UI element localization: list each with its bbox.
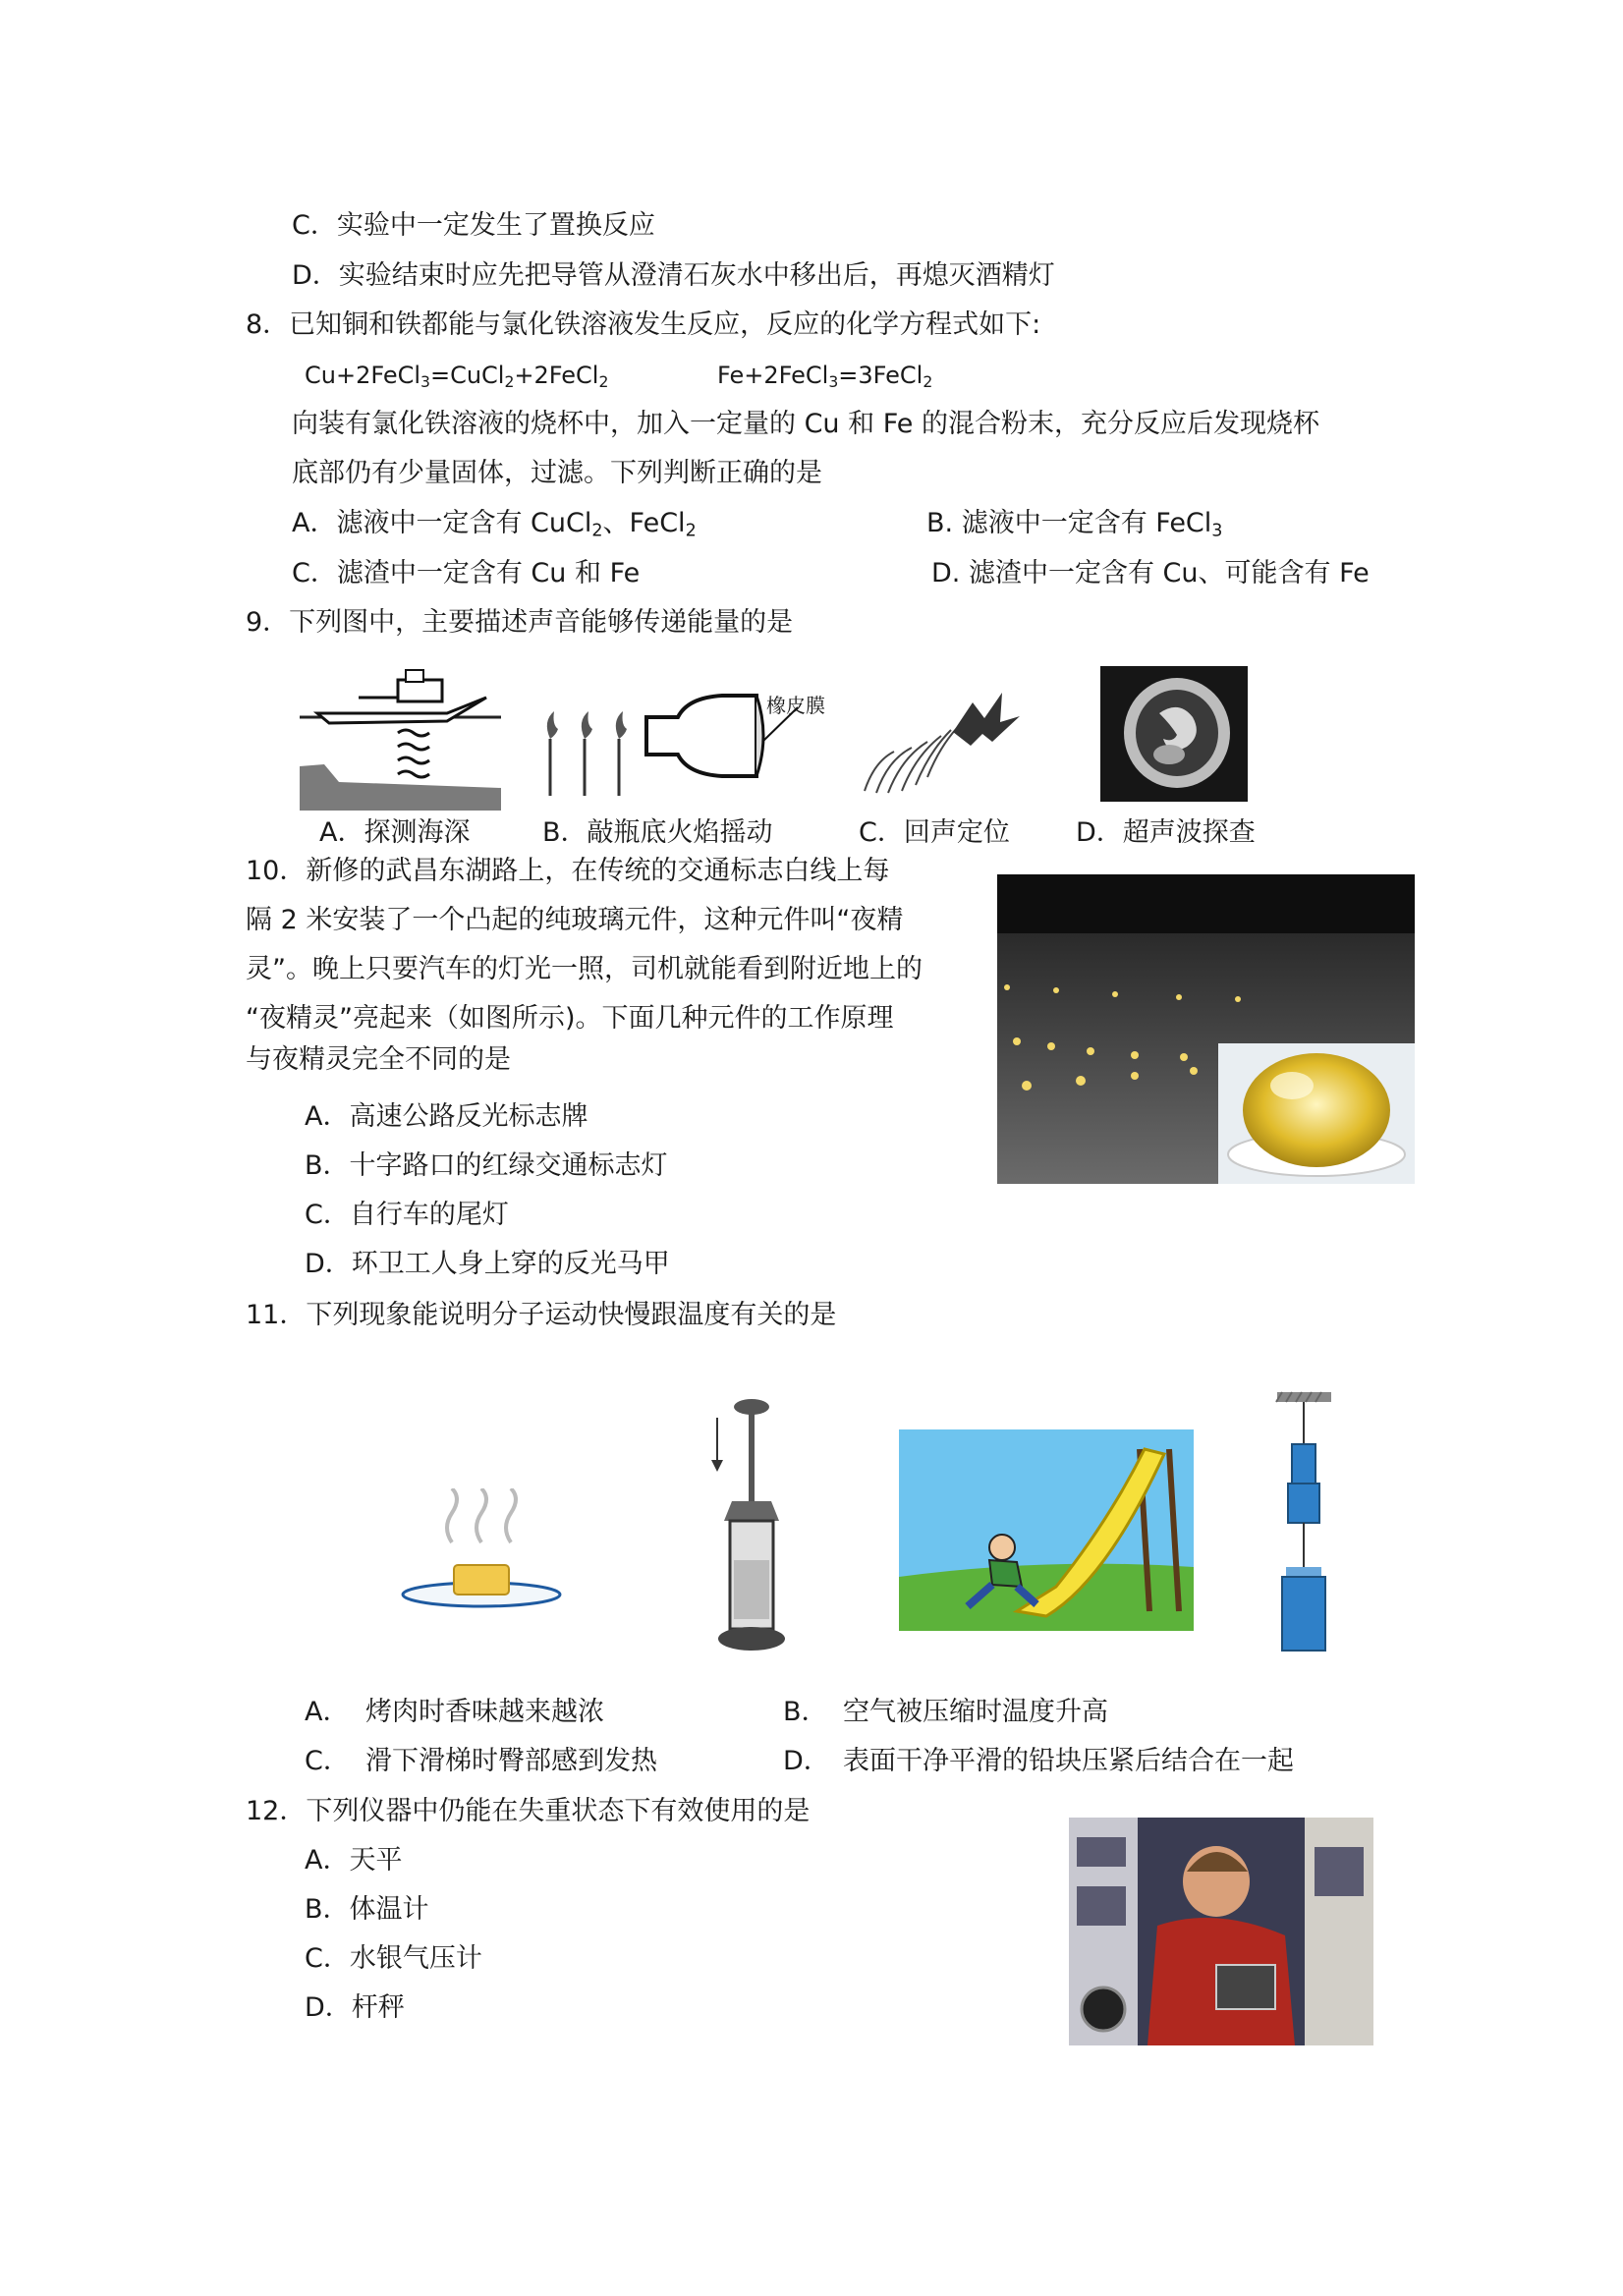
q9-stem: 9．下列图中，主要描述声音能够传递能量的是	[246, 607, 794, 638]
q8-option-b: B. 滤液中一定含有 FeCl$_3$	[926, 508, 1223, 541]
q12-option-b: B．体温计	[305, 1894, 429, 1925]
q11-option-a-label: A．	[305, 1697, 350, 1727]
q10-stem-line-3: 灵”。晚上只要汽车的灯光一照，司机就能看到附近地上的	[246, 954, 923, 984]
q7-option-d: D．实验结束时应先把导管从澄清石灰水中移出后，再熄灭酒精灯	[292, 260, 1055, 291]
q9-membrane-label: 橡皮膜	[766, 694, 825, 717]
q9-figure-a-boat-sonar	[300, 658, 501, 811]
q10-option-b: B．十字路口的红绿交通标志灯	[305, 1150, 668, 1181]
q8-body-line-3: 底部仍有少量固体，过滤。下列判断正确的是	[292, 458, 822, 488]
q11-option-b-label: B．	[783, 1697, 828, 1727]
q8-body-line-2: 向装有氯化铁溶液的烧杯中，加入一定量的 Cu 和 Fe 的混合粉末，充分反应后发现烧杯	[292, 409, 1319, 439]
q12-stem: 12．下列仪器中仍能在失重状态下有效使用的是	[246, 1796, 811, 1826]
q7-option-c: C．实验中一定发生了置换反应	[292, 210, 655, 241]
q11-option-d-label: D．	[783, 1746, 830, 1776]
q10-stem-line-5: 与夜精灵完全不同的是	[246, 1044, 511, 1075]
q9-caption-d: D．超声波探查	[1076, 817, 1256, 848]
q9-caption-c: C．回声定位	[859, 817, 1010, 848]
q10-stem-line-2: 隔 2 米安装了一个凸起的纯玻璃元件，这种元件叫“夜精	[246, 905, 904, 935]
q11-option-d: 表面干净平滑的铅块压紧后结合在一起	[843, 1746, 1294, 1776]
q9-figure-d-ultrasound	[1100, 666, 1248, 802]
q12-photo-astronaut	[1069, 1818, 1373, 2045]
q11-option-a: 烤肉时香味越来越浓	[365, 1697, 604, 1727]
q11-option-c-label: C．	[305, 1746, 350, 1776]
q9-caption-b: B．敲瓶底火焰摇动	[542, 817, 773, 848]
q10-option-c: C．自行车的尾灯	[305, 1200, 509, 1230]
q11-figure-a-grilling	[393, 1488, 570, 1626]
q10-option-d: D．环卫工人身上穿的反光马甲	[305, 1249, 670, 1279]
q11-stem: 11．下列现象能说明分子运动快慢跟温度有关的是	[246, 1300, 837, 1330]
q8-stem: 8．已知铜和铁都能与氯化铁溶液发生反应，反应的化学方程式如下:	[246, 309, 1041, 340]
q11-figure-d-lead-blocks	[1272, 1390, 1336, 1660]
q12-option-d: D．杆秤	[305, 1992, 405, 2023]
q8-option-a: A．滤液中一定含有 CuCl$_2$、FeCl$_2$	[292, 508, 697, 541]
q9-figure-b-bottle-candles	[531, 668, 825, 801]
q10-photo-night-road	[997, 874, 1415, 1184]
q8-option-c: C．滤渣中一定含有 Cu 和 Fe	[292, 558, 641, 588]
q12-option-c: C．水银气压计	[305, 1943, 482, 1974]
q8-option-d: D. 滤渣中一定含有 Cu、可能含有 Fe	[931, 558, 1370, 588]
q8-equation-1: Cu+2FeCl$_3$=CuCl$_2$+2FeCl$_2$	[305, 362, 609, 391]
q10-stem-line-4: “夜精灵”亮起来（如图所示)。下面几种元件的工作原理	[246, 1003, 894, 1034]
q12-option-a: A．天平	[305, 1845, 403, 1876]
q11-option-c: 滑下滑梯时臀部感到发热	[365, 1746, 657, 1776]
q11-option-b: 空气被压缩时温度升高	[843, 1697, 1108, 1727]
q8-equation-2: Fe+2FeCl$_3$=3FeCl$_2$	[717, 362, 933, 391]
q9-caption-a: A．探测海深	[319, 817, 471, 848]
q10-option-a: A．高速公路反光标志牌	[305, 1101, 588, 1132]
q9-figure-c-bat-echo	[855, 683, 1022, 801]
q10-stem-line-1: 10．新修的武昌东湖路上，在传统的交通标志白线上每	[246, 856, 890, 886]
q11-figure-b-piston-cylinder	[702, 1393, 806, 1658]
q11-figure-c-slide	[899, 1429, 1194, 1631]
